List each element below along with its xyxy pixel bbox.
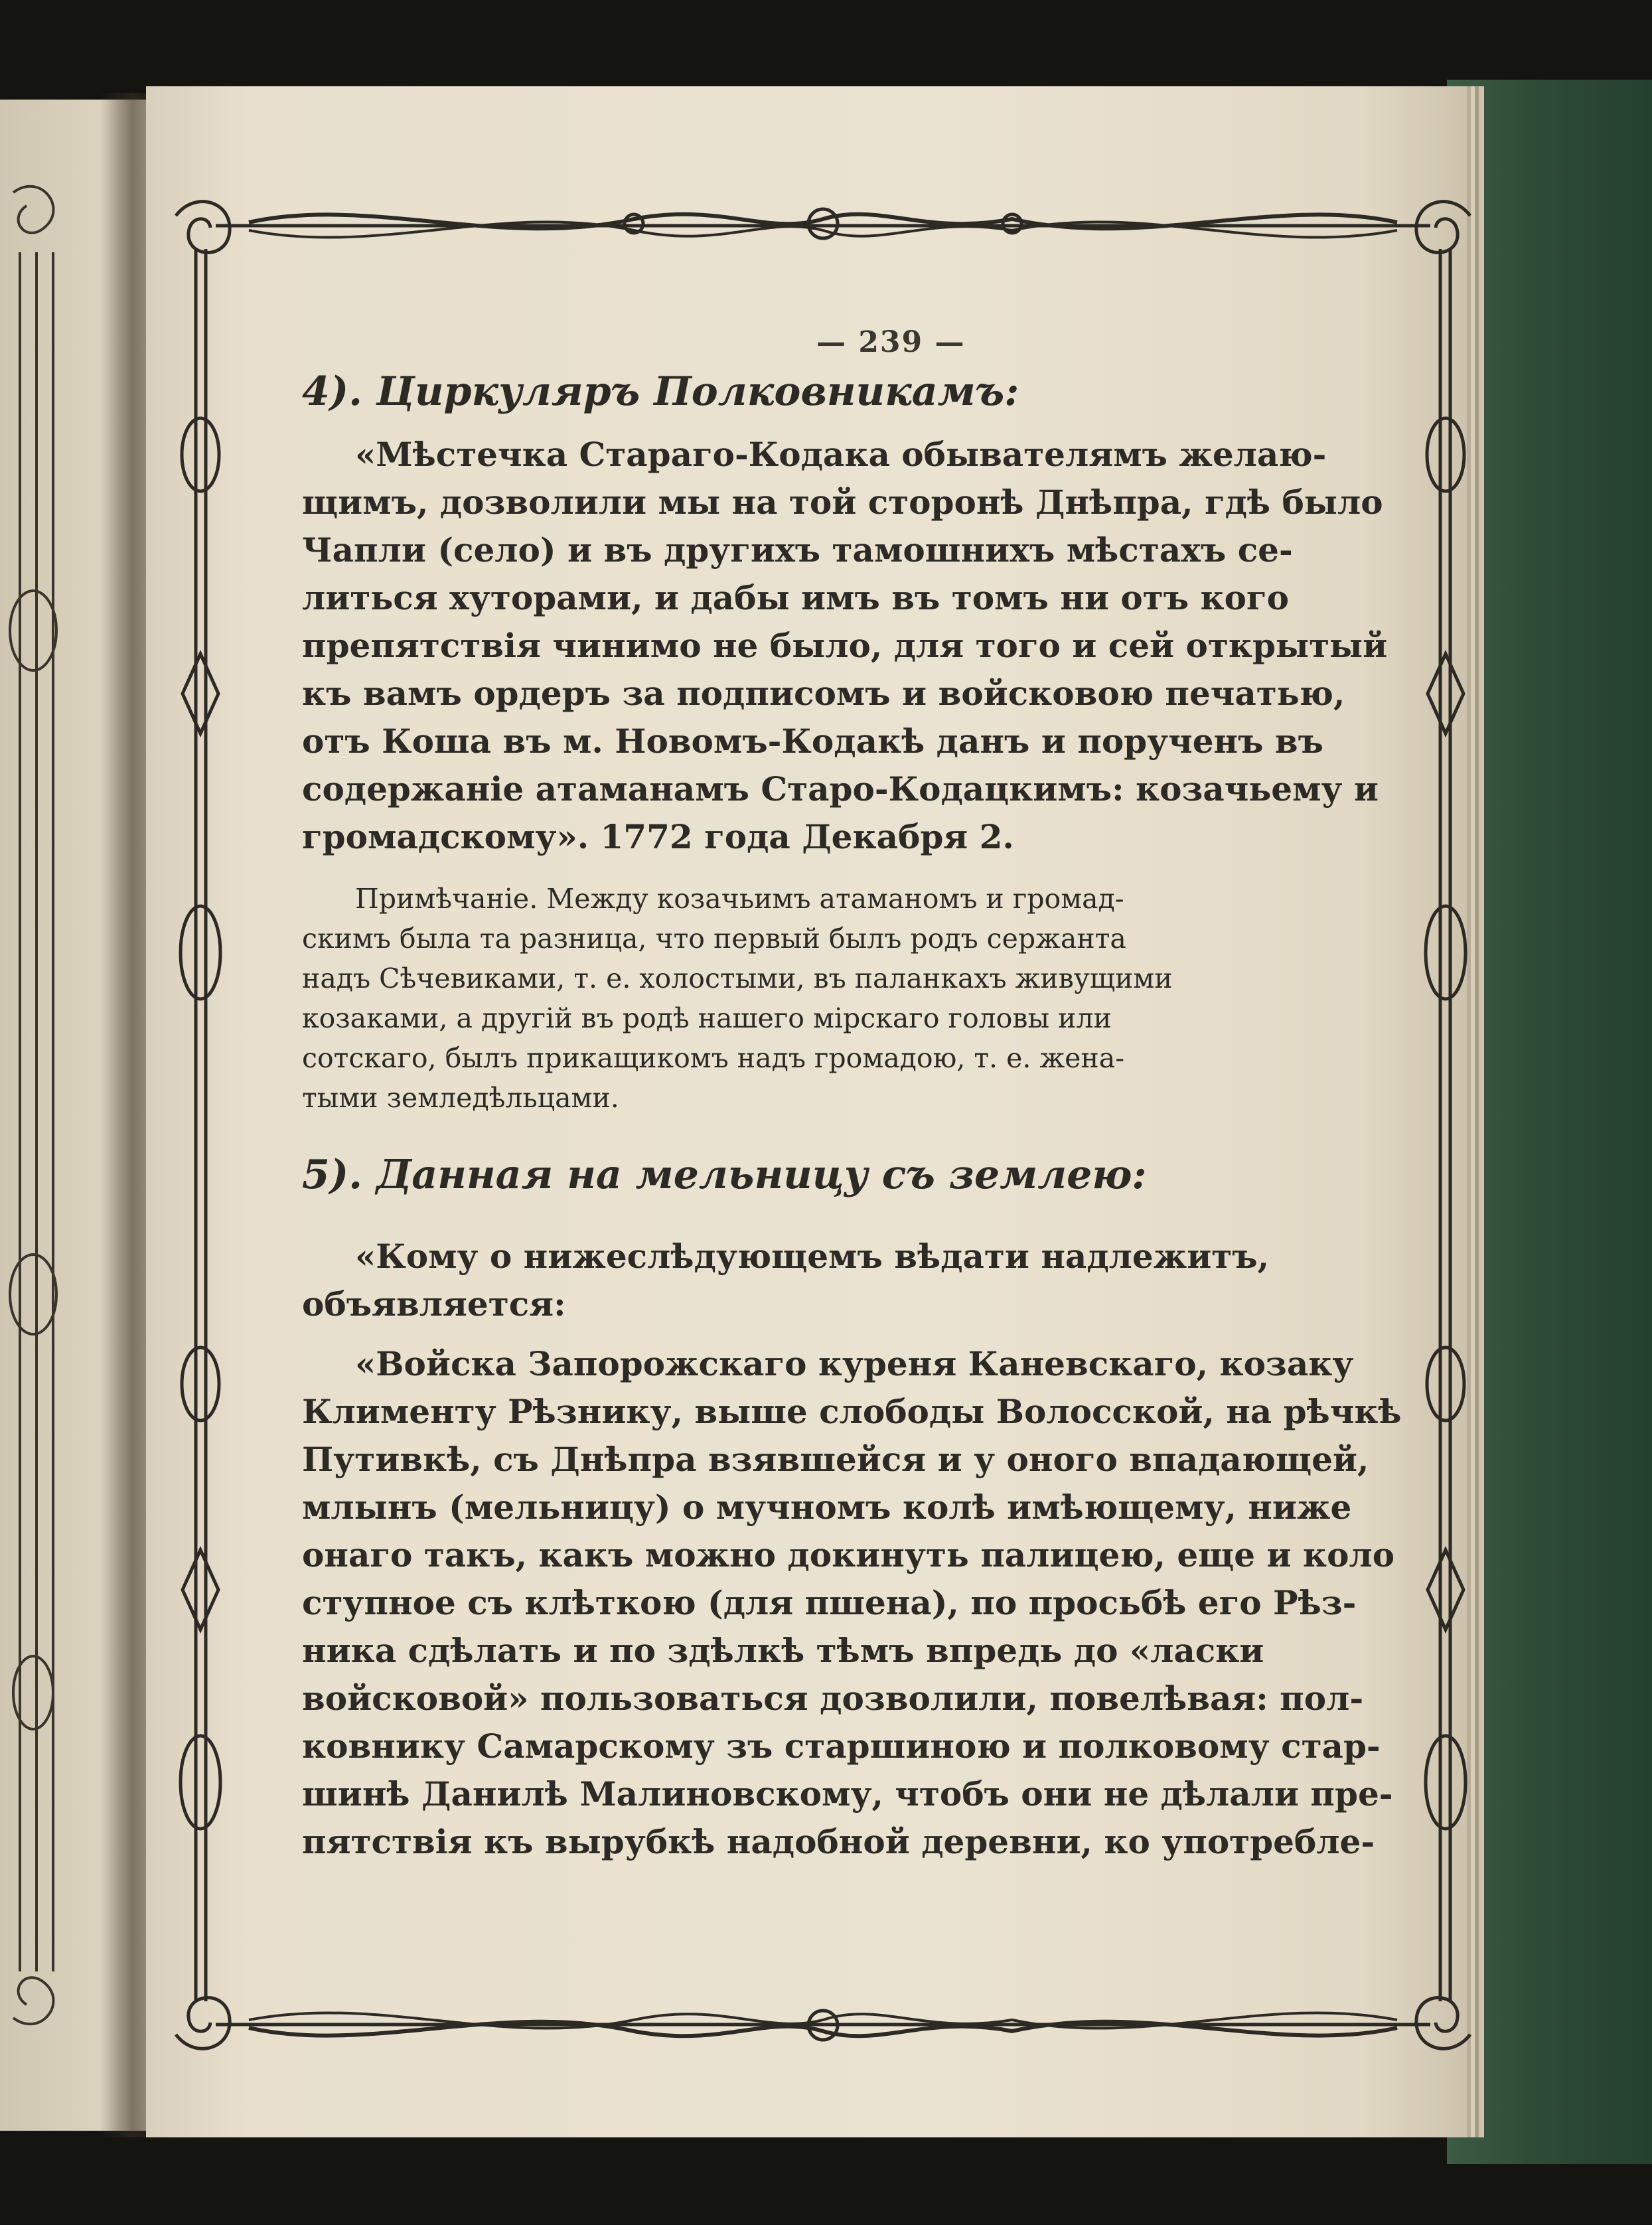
note-line: надъ Сѣчевиками, т. е. холостыми, въ паланкахъ живущими xyxy=(302,962,1173,994)
note-line: козаками, а другій въ родѣ нашего мірскаго головы или xyxy=(302,1002,1112,1034)
section-5-line: ника сдѣлать и по здѣлкѣ тѣмъ впредь до «ласки xyxy=(302,1631,1264,1670)
section-4-line: громадскому». 1772 года Декабря 2. xyxy=(302,817,1014,856)
note-line: Примѣчаніе. Между козачьимъ атаманомъ и громад- xyxy=(355,883,1124,915)
section-5-line: Путивкѣ, съ Днѣпра взявшейся и у оного впадающей, xyxy=(302,1440,1369,1479)
section-4-line: отъ Коша въ м. Новомъ-Кодакѣ данъ и порученъ въ xyxy=(302,722,1324,761)
section-5-line: шинѣ Данилѣ Малиновскому, чтобъ они не дѣлали пре- xyxy=(302,1774,1393,1813)
page-number: — 239 — xyxy=(816,325,966,359)
note-line: сотскаго, былъ прикащикомъ надъ громадою, т. е. жена- xyxy=(302,1042,1125,1074)
section-5-line: млынъ (мельницу) о мучномъ колѣ имѣющему, ниже xyxy=(302,1488,1352,1527)
note-line: скимъ была та разница, что первый былъ родъ сержанта xyxy=(302,923,1126,955)
note-line: тыми земледѣльцами. xyxy=(302,1082,619,1114)
section-4-heading: 4). Циркуляръ Полковникамъ: xyxy=(302,368,1019,415)
section-5-heading: 5). Данная на мельницу съ землею: xyxy=(302,1152,1147,1198)
section-4-line: Чапли (село) и въ другихъ тамошнихъ мѣстахъ се- xyxy=(302,530,1293,570)
section-5-line: пятствія къ вырубкѣ надобной деревни, ко употребле- xyxy=(302,1822,1375,1861)
section-4-line: къ вамъ ордеръ за подписомъ и войсковою печатью, xyxy=(302,674,1345,713)
section-5-line: войсковой» пользоваться дозволили, повелѣвая: пол- xyxy=(302,1679,1364,1718)
section-5-line: «Войска Запорожскаго куреня Каневскаго, козаку xyxy=(355,1344,1354,1383)
section-5-line: Клименту Рѣзнику, выше слободы Волосской, на рѣчкѣ xyxy=(302,1392,1402,1431)
section-5-line: объявляется: xyxy=(302,1284,566,1324)
section-4-line: препятствія чинимо не было, для того и сей открытый xyxy=(302,626,1388,665)
section-5-line: ковнику Самарскому зъ старшиною и полковому стар- xyxy=(302,1726,1381,1766)
section-5-line: «Кому о нижеслѣдующемъ вѣдати надлежитъ, xyxy=(355,1237,1270,1276)
section-4-line: литься хуторами, и дабы имъ въ томъ ни отъ кого xyxy=(302,578,1289,617)
section-5-line: ступное съ клѣткою (для пшена), по просьбѣ его Рѣз- xyxy=(302,1583,1357,1622)
section-5-line: онаго такъ, какъ можно докинуть палицею, еще и коло xyxy=(302,1535,1395,1574)
book-cover xyxy=(1447,80,1652,2164)
section-4-line: «Мѣстечка Стараго-Кодака обывателямъ желаю- xyxy=(355,435,1327,474)
left-page-ornament xyxy=(0,166,93,2058)
section-4-line: щимъ, дозволили мы на той сторонѣ Днѣпра, гдѣ было xyxy=(302,483,1383,522)
section-4-line: содержаніе атаманамъ Старо-Кодацкимъ: козачьему и xyxy=(302,769,1379,808)
